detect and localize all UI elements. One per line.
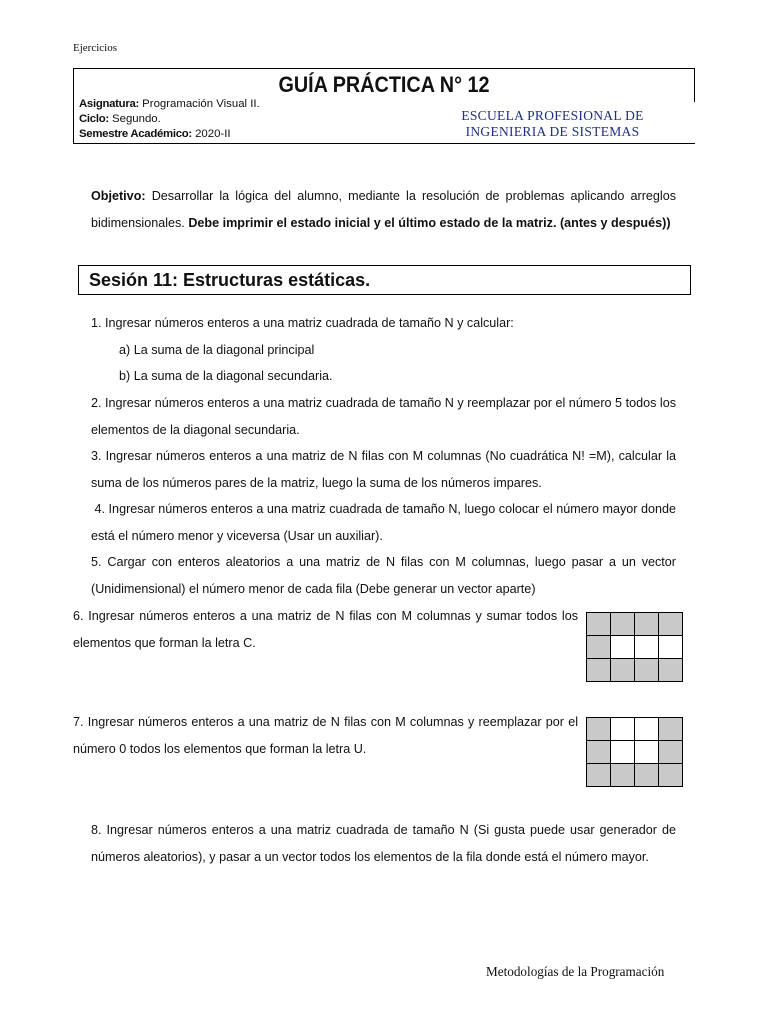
- grid-cell-filled: [659, 659, 683, 682]
- grid-cell-filled: [587, 613, 611, 636]
- exercise-7: 7. Ingresar números enteros a una matriz de N filas con M columnas y reemplazar por el número 0 todos los elementos que forman la letra U.: [73, 715, 578, 756]
- grid-cell-filled: [587, 741, 611, 764]
- session-title: Sesión 11: Estructuras estáticas.: [89, 270, 371, 290]
- exercise-5: 5. Cargar con enteros aleatorios a una matriz de N filas con M columnas, luego pasar a un vector (Unidimensional) el número menor de cada fila (Debe generar un vector aparte): [91, 555, 676, 596]
- grid-row: [587, 659, 683, 682]
- grid-cell-filled: [659, 718, 683, 741]
- page-footer: Metodologías de la Programación: [486, 964, 665, 979]
- grid-row: [587, 613, 683, 636]
- school-name: [430, 108, 675, 140]
- grid-cell-filled: [587, 636, 611, 659]
- grid-cell-empty: [635, 741, 659, 764]
- grid-cell-filled: [587, 718, 611, 741]
- running-header: Ejercicios: [73, 42, 117, 54]
- grid-cell-empty: [611, 718, 635, 741]
- cycle-line: [79, 113, 161, 126]
- grid-cell-empty: [635, 718, 659, 741]
- grid-cell-filled: [611, 764, 635, 787]
- grid-cell-filled: [611, 659, 635, 682]
- subject-value: Programación Visual II.: [142, 98, 260, 110]
- exercise-3: 3. Ingresar números enteros a una matriz de N filas con M columnas (No cuadrática N! =M), calcular la suma de los números pares de la matriz, luego la suma de los números impares.: [91, 449, 676, 490]
- school-line-1: ESCUELA PROFESIONAL DE: [461, 108, 644, 123]
- grid-cell-empty: [659, 636, 683, 659]
- cycle-value: Segundo.: [112, 113, 161, 125]
- semester-label: Semestre Académico:: [79, 128, 192, 140]
- objective-bold-text: Debe imprimir el estado inicial y el último estado de la matriz. (antes y después)): [188, 215, 671, 230]
- school-line-2: INGENIERIA DE SISTEMAS: [465, 124, 640, 139]
- grid-row: [587, 636, 683, 659]
- subject-line: [79, 98, 260, 111]
- grid-cell-empty: [611, 636, 635, 659]
- grid-cell-filled: [635, 764, 659, 787]
- grid-cell-filled: [587, 764, 611, 787]
- grid-cell-filled: [659, 741, 683, 764]
- exercise-8: 8. Ingresar números enteros a una matriz cuadrada de tamaño N (Si gusta puede usar generador de números aleatorios), y pasar a un vector todos los elementos de la fila donde está el número mayor.: [91, 823, 676, 864]
- grid-cell-filled: [611, 613, 635, 636]
- objective-paragraph: [91, 183, 676, 236]
- cycle-label: Ciclo:: [79, 113, 109, 125]
- grid-cell-empty: [635, 636, 659, 659]
- grid-cell-filled: [659, 613, 683, 636]
- objective-text: Desarrollar la lógica del alumno, mediante la resolución de problemas aplicando arreglos bidimensionales.: [91, 189, 676, 230]
- subject-label: Asignatura:: [79, 98, 139, 110]
- page-title: GUÍA PRÁCTICA N° 12: [278, 72, 490, 97]
- semester-line: [79, 128, 231, 141]
- exercise-1b: b) La suma de la diagonal secundaria.: [119, 369, 333, 383]
- grid-cell-filled: [587, 659, 611, 682]
- exercise-2: 2. Ingresar números enteros a una matriz cuadrada de tamaño N y reemplazar por el número 5 todos los elementos de la diagonal secundaria.: [91, 396, 676, 437]
- grid-row: [587, 741, 683, 764]
- exercise-4: 4. Ingresar números enteros a una matriz cuadrada de tamaño N, luego colocar el número mayor donde está el número menor y viceversa (Usar un auxiliar).: [91, 502, 680, 543]
- letter-u-grid: [586, 717, 683, 787]
- session-box: [78, 265, 691, 295]
- letter-c-grid: [586, 612, 683, 682]
- grid-cell-filled: [659, 764, 683, 787]
- grid-cell-filled: [635, 659, 659, 682]
- grid-cell-empty: [611, 741, 635, 764]
- exercise-1a: a) La suma de la diagonal principal: [119, 343, 315, 357]
- objective-label: Objetivo:: [91, 189, 146, 203]
- semester-value: 2020-II: [195, 128, 231, 140]
- exercise-6: 6. Ingresar números enteros a una matriz de N filas con M columnas y sumar todos los elementos que forman la letra C.: [73, 609, 578, 650]
- grid-cell-filled: [635, 613, 659, 636]
- grid-row: [587, 764, 683, 787]
- exercise-1: 1. Ingresar números enteros a una matriz cuadrada de tamaño N y calcular:: [91, 316, 514, 330]
- grid-row: [587, 718, 683, 741]
